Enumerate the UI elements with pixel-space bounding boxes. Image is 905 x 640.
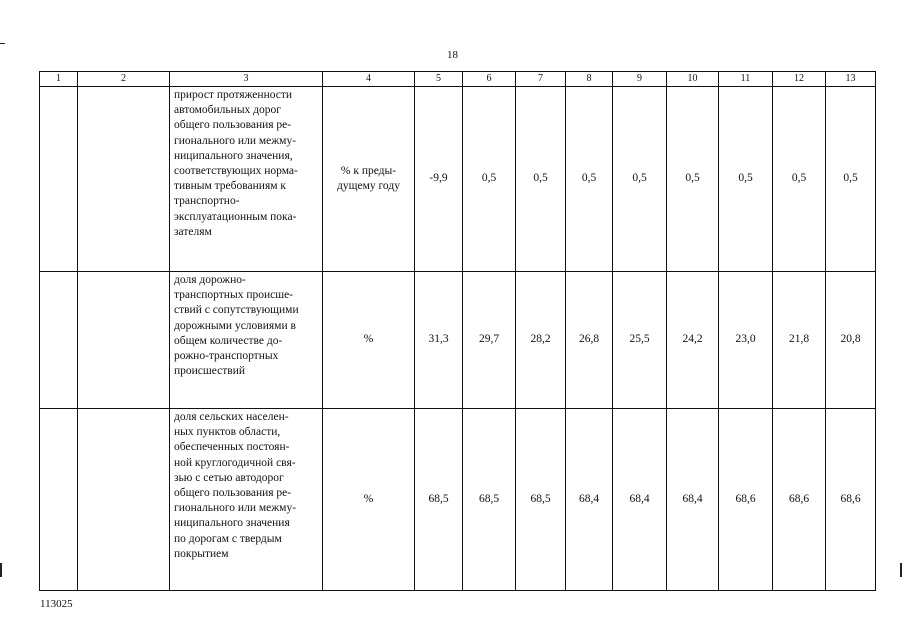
- indicator-line: прирост протяженности: [174, 89, 293, 101]
- table-row: [40, 87, 876, 272]
- indicator-line: тивным требованиям к: [174, 180, 286, 193]
- column-number-header: 5: [415, 72, 463, 87]
- value-cell: 68,6: [826, 409, 876, 591]
- value-cell: 68,4: [667, 409, 719, 591]
- value-cell: 0,5: [719, 87, 773, 272]
- document-code: 113025: [40, 598, 73, 610]
- left-margin-mark: [0, 563, 2, 577]
- table-row: [40, 409, 876, 591]
- value-cell: 29,7: [463, 272, 516, 409]
- indicator-line: происшествий: [174, 365, 246, 378]
- column-number-header: 10: [667, 72, 719, 87]
- column-number-header: 1: [40, 72, 78, 87]
- column-number-header: 9: [613, 72, 667, 87]
- indicator-line: обеспеченных постоян-: [174, 441, 290, 454]
- page-number: 18: [447, 49, 458, 61]
- right-margin-mark: [900, 563, 902, 577]
- unit-of-measure: [323, 87, 415, 272]
- indicator-line: эксплуатационным пока-: [174, 210, 297, 223]
- column-number-header: 4: [323, 72, 415, 87]
- column-number-header: 12: [773, 72, 826, 87]
- value-cell: 31,3: [415, 272, 463, 409]
- cell-col-2: [78, 272, 170, 409]
- indicator-line: общем количестве до-: [174, 334, 283, 347]
- value-cell: 68,5: [516, 409, 566, 591]
- cell-col-2: [78, 87, 170, 272]
- indicator-line: автомобильных дорог: [174, 104, 281, 117]
- left-margin-mark: [0, 43, 5, 44]
- column-number-header: 8: [566, 72, 613, 87]
- indicator-line: доля сельских населен-: [174, 411, 289, 423]
- value-cell: 0,5: [826, 87, 876, 272]
- unit-of-measure: [323, 272, 415, 409]
- unit-line: % к преды-: [340, 164, 397, 177]
- unit-line: %: [363, 333, 374, 346]
- value-cell: -9,9: [415, 87, 463, 272]
- unit-line: дущему году: [337, 180, 400, 192]
- indicator-line: гионального или межму-: [174, 134, 297, 147]
- column-number-header: 11: [719, 72, 773, 87]
- indicator-line: зателям: [174, 225, 212, 238]
- indicator-line: соответствующих норма-: [174, 165, 298, 178]
- cell-col-2: [78, 409, 170, 591]
- indicator-line: ной круглогодичной свя-: [174, 456, 296, 469]
- value-cell: 0,5: [516, 87, 566, 272]
- value-cell: 21,8: [773, 272, 826, 409]
- indicator-name: [170, 87, 323, 272]
- value-cell: 24,2: [667, 272, 719, 409]
- indicator-line: по дорогам с твердым: [174, 532, 282, 545]
- unit-line: %: [363, 492, 374, 505]
- value-cell: 26,8: [566, 272, 613, 409]
- indicator-line: ниципального значения: [174, 517, 290, 530]
- value-cell: 0,5: [613, 87, 667, 272]
- value-cell: 68,6: [773, 409, 826, 591]
- indicator-line: гионального или межму-: [174, 502, 297, 515]
- indicator-line: покрытием: [174, 547, 229, 560]
- column-number-header: 3: [170, 72, 323, 87]
- table-row: [40, 272, 876, 409]
- value-cell: 0,5: [566, 87, 613, 272]
- value-cell: 68,6: [719, 409, 773, 591]
- indicator-table: [39, 71, 876, 591]
- column-number-header: 13: [826, 72, 876, 87]
- value-cell: 0,5: [773, 87, 826, 272]
- indicator-line: зью с сетью автодорог: [174, 471, 284, 484]
- cell-col-1: [40, 272, 78, 409]
- indicator-name: [170, 409, 323, 591]
- indicator-line: доля дорожно-: [174, 274, 246, 286]
- indicator-name: [170, 272, 323, 409]
- indicator-line: транспортных происше-: [174, 289, 294, 302]
- indicator-line: дорожными условиями в: [174, 319, 296, 332]
- column-number-row: [40, 72, 876, 87]
- cell-col-1: [40, 409, 78, 591]
- column-number-header: 6: [463, 72, 516, 87]
- unit-of-measure: [323, 409, 415, 591]
- indicator-line: ниципального значения,: [174, 149, 293, 162]
- value-cell: 68,5: [415, 409, 463, 591]
- column-number-header: 2: [78, 72, 170, 87]
- value-cell: 28,2: [516, 272, 566, 409]
- value-cell: 68,4: [566, 409, 613, 591]
- value-cell: 0,5: [667, 87, 719, 272]
- value-cell: 0,5: [463, 87, 516, 272]
- indicator-line: ных пунктов области,: [174, 426, 281, 439]
- indicator-line: общего пользования ре-: [174, 487, 292, 500]
- value-cell: 68,5: [463, 409, 516, 591]
- value-cell: 68,4: [613, 409, 667, 591]
- value-cell: 23,0: [719, 272, 773, 409]
- column-number-header: 7: [516, 72, 566, 87]
- value-cell: 25,5: [613, 272, 667, 409]
- cell-col-1: [40, 87, 78, 272]
- value-cell: 20,8: [826, 272, 876, 409]
- indicator-line: ствий с сопутствующими: [174, 304, 299, 317]
- indicator-line: транспортно-: [174, 195, 240, 208]
- indicator-line: общего пользования ре-: [174, 119, 292, 132]
- indicator-line: рожно-транспортных: [174, 350, 279, 363]
